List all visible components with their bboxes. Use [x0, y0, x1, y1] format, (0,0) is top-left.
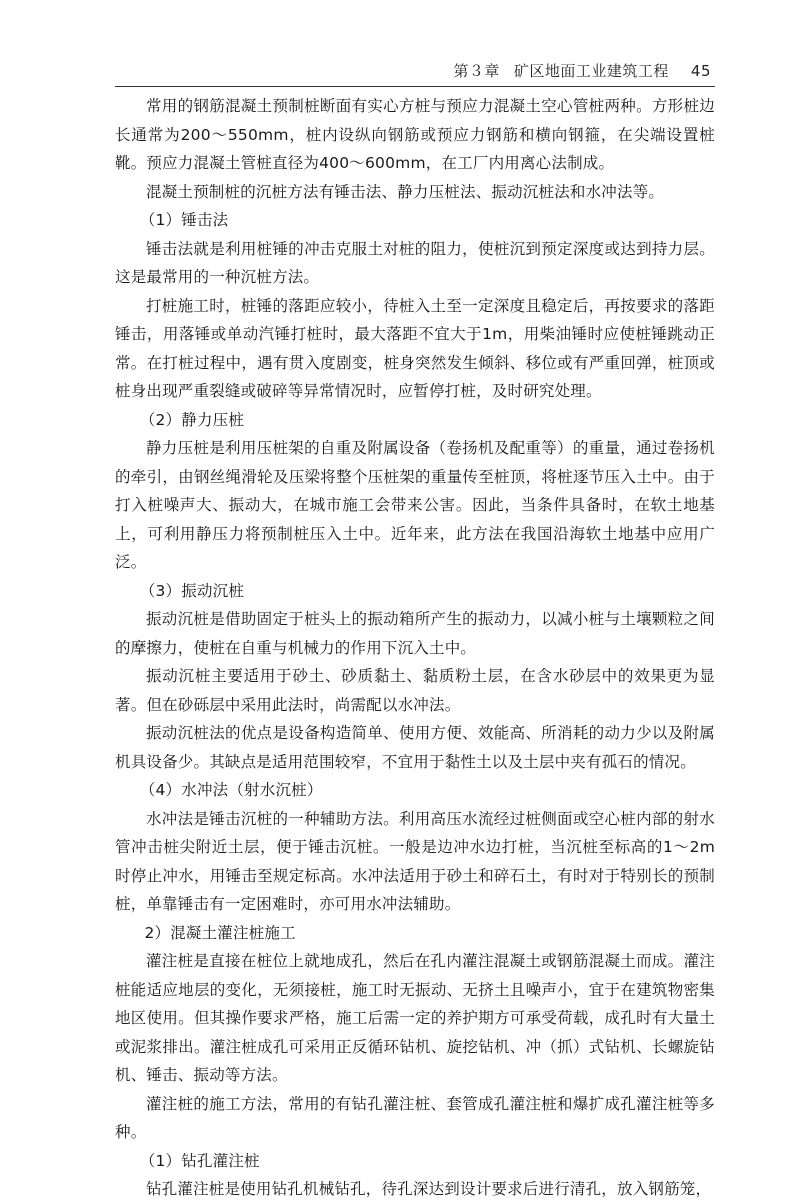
page-number: 45 [690, 62, 711, 80]
page-body [115, 92, 715, 1204]
section-heading: （1）锤击法 [139, 211, 229, 229]
page-header [115, 58, 715, 87]
paragraph: 振动沉桩是借助固定于桩头上的振动箱所产生的振动力，以减小桩与土壤颗粒之间的摩擦力，使桩在自重与机械力的作用下沉入土中。 [115, 610, 715, 657]
chapter-label: 第３章 [453, 62, 500, 80]
paragraph: 打桩施工时，桩锤的落距应较小，待桩入土至一定深度且稳定后，再按要求的落距锤击，用落锤或单动汽锤打桩时，最大落距不宜大于1m，用柴油锤时应使桩锤跳动正常。在打桩过程中，遇有贯入度剧变，桩身突然发生倾斜、移位或有严重回弹，桩顶或桩身出现严重裂缝或破碎等异常情况时，应暂停打桩，及时研究处理。 [115, 296, 715, 400]
section-heading: 2）混凝土灌注桩施工 [144, 923, 296, 942]
paragraph: 灌注桩是直接在桩位上就地成孔，然后在孔内灌注混凝土或钢筋混凝土而成。灌注桩能适应地层的变化，无须接桩，施工时无振动、无挤土且噪声小，宜于在建筑物密集地区使用。但其操作要求严格，施工后需一定的养护期方可承受荷载，成孔时有大量土或泥浆排出。灌注桩成孔可采用正反循环钻机、旋挖钻机、冲（抓）式钻机、长螺旋钻机、锤击、振动等方法。 [115, 952, 715, 1084]
paragraph: 灌注桩的施工方法，常用的有钻孔灌注桩、套管成孔灌注桩和爆扩成孔灌注桩等多种。 [115, 1094, 715, 1141]
paragraph: 静力压桩是利用压桩架的自重及附属设备（卷扬机及配重等）的重量，通过卷扬机的牵引，由钢丝绳滑轮及压梁将整个压桩架的重量传至桩顶，将桩逐节压入土中。由于打入桩噪声大、振动大，在城市施工会带来公害。因此，当条件具备时，在软土地基上，可利用静压力将预制桩压入土中。近年来，此方法在我国沿海软土地基中应用广泛。 [115, 439, 715, 571]
running-head [453, 60, 711, 81]
section-heading: （3）振动沉桩 [139, 581, 245, 600]
section-heading: （4）水冲法（射水沉桩） [139, 781, 323, 799]
chapter-title: 矿区地面工业建筑工程 [513, 62, 669, 80]
section-heading: （1）钻孔灌注桩 [139, 1151, 260, 1170]
paragraph: 振动沉桩法的优点是设备构造简单、使用方便、效能高、所消耗的动力少以及附属机具设备少。其缺点是适用范围较窄，不宜用于黏性土以及土层中夹有孤石的情况。 [115, 724, 715, 771]
paragraph: 水冲法是锤击沉桩的一种辅助方法。利用高压水流经过桩侧面或空心桩内部的射水管冲击桩尖附近土层，便于锤击沉桩。一般是边冲水边打桩，当沉桩至标高的1～2m时停止冲水，用锤击至规定标高。水冲法适用于砂土和碎石土，有时对于特别长的预制桩，单靠锤击有一定困难时，亦可用水冲法辅助。 [115, 809, 715, 913]
paragraph: 混凝土预制桩的沉桩方法有锤击法、静力压桩法、振动沉桩法和水冲法等。 [146, 182, 665, 201]
paragraph: 常用的钢筋混凝土预制桩断面有实心方桩与预应力混凝土空心管桩两种。方形桩边长通常为200～550mm，桩内设纵向钢筋或预应力钢筋和横向钢箍，在尖端设置桩靴。预应力混凝土管桩直径为400～600mm，在工厂内用离心法制成。 [115, 97, 715, 172]
section-heading: （2）静力压桩 [139, 410, 245, 429]
paragraph: 锤击法就是利用桩锤的冲击克服土对桩的阻力，使桩沉到预定深度或达到持力层。这是最常用的一种沉桩方法。 [115, 239, 715, 286]
paragraph: 振动沉桩主要适用于砂土、砂质黏土、黏质粉土层，在含水砂层中的效果更为显著。但在砂砾层中采用此法时，尚需配以水冲法。 [115, 667, 715, 714]
paragraph: 钻孔灌注桩是使用钻孔机械钻孔，待孔深达到设计要求后进行清孔，放入钢筋笼， [146, 1180, 712, 1198]
